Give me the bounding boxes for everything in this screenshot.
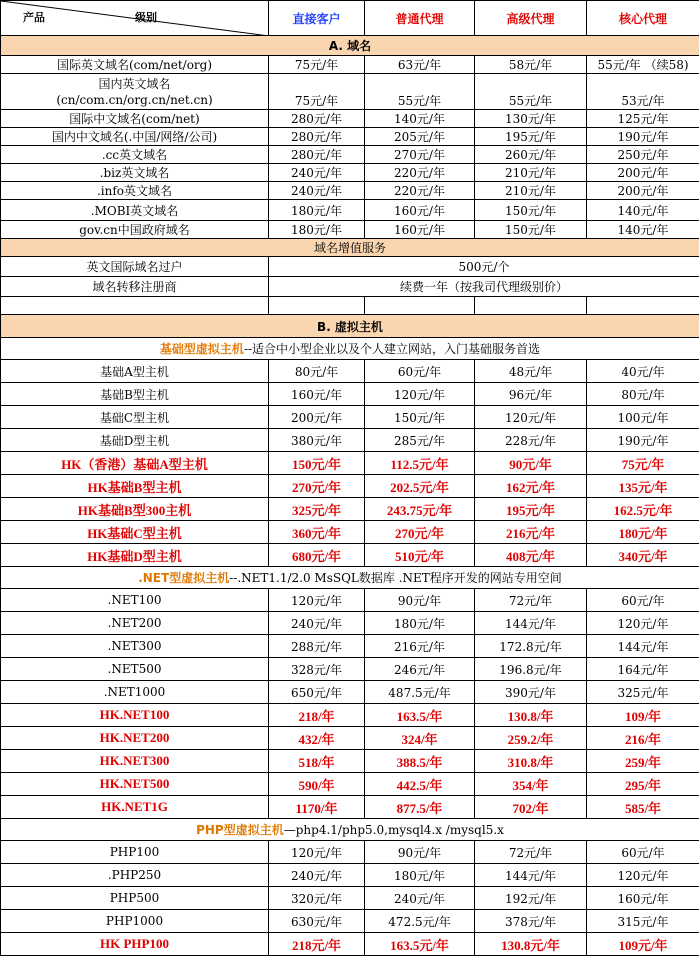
product-name: HK.NET100 [1, 704, 269, 727]
product-name: HK基础D型主机 [1, 544, 269, 567]
price-core: 200元/年 [587, 182, 699, 200]
price-senior: 162元/年 [475, 475, 587, 498]
service-name: 域名转移注册商 [1, 277, 269, 297]
price-senior: 195元/年 [475, 128, 587, 146]
price-direct: 270元/年 [269, 475, 365, 498]
price-core: 40元/年 [587, 360, 699, 383]
price-direct: 75元/年 [269, 74, 365, 110]
price-senior: 144元/年 [475, 864, 587, 887]
service-name: 英文国际域名过户 [1, 257, 269, 277]
price-row [1, 383, 699, 406]
price-row [1, 498, 699, 521]
price-regular: 160元/年 [365, 221, 475, 239]
basic-hosting-category-name: 基础型虚拟主机 [159, 342, 244, 356]
price-direct: 432/年 [269, 727, 365, 750]
price-direct: 1170/年 [269, 796, 365, 819]
product-name: .NET1000 [1, 681, 269, 704]
product-name: PHP500 [1, 887, 269, 910]
section-a-title-row [1, 36, 699, 56]
product-name: .NET300 [1, 635, 269, 658]
product-name: .NET200 [1, 612, 269, 635]
price-regular: 112.5元/年 [365, 452, 475, 475]
price-direct: 680元/年 [269, 544, 365, 567]
product-name: .NET500 [1, 658, 269, 681]
price-row [1, 452, 699, 475]
product-name: HK.NET500 [1, 773, 269, 796]
price-regular: 246元/年 [365, 658, 475, 681]
price-senior: 130元/年 [475, 110, 587, 128]
net-hosting-category-row [1, 567, 699, 589]
price-senior: 55元/年 [475, 74, 587, 110]
price-regular: 55元/年 [365, 74, 475, 110]
price-row [1, 475, 699, 498]
price-regular: 140元/年 [365, 110, 475, 128]
price-direct: 650元/年 [269, 681, 365, 704]
product-name: HK基础B型主机 [1, 475, 269, 498]
price-core: 75元/年 [587, 452, 699, 475]
service-price: 500元/个 [269, 257, 699, 277]
price-senior: 144元/年 [475, 612, 587, 635]
price-senior: 150元/年 [475, 221, 587, 239]
product-name: 国际英文域名(com/net/org) [1, 56, 269, 74]
price-row [1, 544, 699, 567]
price-direct: 280元/年 [269, 146, 365, 164]
price-senior: 259.2/年 [475, 727, 587, 750]
price-row [1, 128, 699, 146]
price-row [1, 146, 699, 164]
price-row [1, 681, 699, 704]
product-name: .info英文域名 [1, 182, 269, 200]
price-row [1, 750, 699, 773]
empty-cell [269, 297, 365, 315]
price-row [1, 612, 699, 635]
price-regular: 510元/年 [365, 544, 475, 567]
price-row [1, 221, 699, 239]
price-regular: 163.5/年 [365, 704, 475, 727]
price-senior: 72元/年 [475, 841, 587, 864]
basic-hosting-category-description: --适合中小型企业以及个人建立网站，入门基础服务首选 [243, 342, 541, 356]
product-name: HK.NET300 [1, 750, 269, 773]
php-hosting-category-name: PHP型虚拟主机 [196, 823, 284, 837]
price-core: 259/年 [587, 750, 699, 773]
price-row [1, 796, 699, 819]
product-name: .MOBI英文域名 [1, 200, 269, 221]
price-senior: 96元/年 [475, 383, 587, 406]
product-name: 基础C型主机 [1, 406, 269, 429]
section-b-title-row [1, 315, 699, 338]
price-senior: 150元/年 [475, 200, 587, 221]
price-core: 60元/年 [587, 589, 699, 612]
price-direct: 380元/年 [269, 429, 365, 452]
price-senior: 390元/年 [475, 681, 587, 704]
price-core: 162.5元/年 [587, 498, 699, 521]
price-direct: 218元/年 [269, 933, 365, 956]
price-row [1, 933, 699, 956]
product-name: HK（香港）基础A型主机 [1, 452, 269, 475]
product-name: PHP1000 [1, 910, 269, 933]
product-name: .NET100 [1, 589, 269, 612]
price-row [1, 658, 699, 681]
price-regular: 472.5元/年 [365, 910, 475, 933]
level-header-label: 级别 [135, 11, 157, 24]
product-name-line2: (cn/com.cn/org.cn/net.cn) [56, 92, 213, 107]
price-core: 120元/年 [587, 864, 699, 887]
php-hosting-category [1, 819, 699, 841]
price-senior: 210元/年 [475, 164, 587, 182]
price-core: 135元/年 [587, 475, 699, 498]
price-core: 160元/年 [587, 887, 699, 910]
price-regular: 487.5元/年 [365, 681, 475, 704]
price-core: 53元/年 [587, 74, 699, 110]
price-regular: 270元/年 [365, 146, 475, 164]
level-core-agent: 核心代理 [587, 1, 699, 36]
empty-cell [1, 297, 269, 315]
price-row [1, 887, 699, 910]
price-core: 250元/年 [587, 146, 699, 164]
empty-cell [587, 297, 699, 315]
price-regular: 150元/年 [365, 406, 475, 429]
price-direct: 180元/年 [269, 200, 365, 221]
price-row [1, 910, 699, 933]
price-senior: 130.8/年 [475, 704, 587, 727]
product-header-label: 产品 [23, 11, 45, 24]
basic-hosting-category-row [1, 338, 699, 360]
price-row [1, 704, 699, 727]
price-direct: 590/年 [269, 773, 365, 796]
price-row [1, 429, 699, 452]
price-direct: 80元/年 [269, 360, 365, 383]
price-regular: 180元/年 [365, 864, 475, 887]
price-core: 180元/年 [587, 521, 699, 544]
price-direct: 325元/年 [269, 498, 365, 521]
product-name: PHP100 [1, 841, 269, 864]
price-regular: 285元/年 [365, 429, 475, 452]
price-direct: 360元/年 [269, 521, 365, 544]
price-direct: 518/年 [269, 750, 365, 773]
level-senior-agent: 高级代理 [475, 1, 587, 36]
product-name: HK基础B型300主机 [1, 498, 269, 521]
product-name: 基础A型主机 [1, 360, 269, 383]
price-core: 585/年 [587, 796, 699, 819]
price-regular: 243.75元/年 [365, 498, 475, 521]
price-direct: 200元/年 [269, 406, 365, 429]
product-name [1, 74, 269, 110]
price-row [1, 635, 699, 658]
php-hosting-category-description: —php4.1/php5.0,mysql4.x /mysql5.x [283, 823, 504, 837]
price-direct: 180元/年 [269, 221, 365, 239]
price-regular: 60元/年 [365, 360, 475, 383]
price-regular: 63元/年 [365, 56, 475, 74]
price-row [1, 200, 699, 221]
price-row [1, 864, 699, 887]
product-name: 基础B型主机 [1, 383, 269, 406]
price-regular: 160元/年 [365, 200, 475, 221]
header-corner-cell [1, 1, 269, 36]
service-price: 续费一年（按我司代理级别价） [269, 277, 699, 297]
price-direct: 240元/年 [269, 864, 365, 887]
price-regular: 163.5元/年 [365, 933, 475, 956]
price-direct: 160元/年 [269, 383, 365, 406]
price-core: 315元/年 [587, 910, 699, 933]
net-hosting-category-description: --.NET1.1/2.0 MsSQL数据库 .NET程序开发的网站专用空间 [229, 571, 562, 585]
empty-row [1, 297, 699, 315]
price-core: 200元/年 [587, 164, 699, 182]
price-regular: 240元/年 [365, 887, 475, 910]
price-row [1, 841, 699, 864]
empty-cell [365, 297, 475, 315]
price-direct: 630元/年 [269, 910, 365, 933]
price-row [1, 110, 699, 128]
price-regular: 202.5元/年 [365, 475, 475, 498]
price-row [1, 74, 699, 110]
price-senior: 408元/年 [475, 544, 587, 567]
price-row [1, 773, 699, 796]
price-core: 109元/年 [587, 933, 699, 956]
price-core: 340元/年 [587, 544, 699, 567]
price-senior: 58元/年 [475, 56, 587, 74]
product-name: HK.NET1G [1, 796, 269, 819]
product-name: .biz英文域名 [1, 164, 269, 182]
price-senior: 228元/年 [475, 429, 587, 452]
level-direct-customer: 直接客户 [269, 1, 365, 36]
price-row [1, 406, 699, 429]
price-regular: 205元/年 [365, 128, 475, 146]
product-name: .cc英文域名 [1, 146, 269, 164]
price-core: 109/年 [587, 704, 699, 727]
price-regular: 180元/年 [365, 612, 475, 635]
price-row [1, 589, 699, 612]
product-name: 基础D型主机 [1, 429, 269, 452]
price-regular: 877.5/年 [365, 796, 475, 819]
basic-hosting-category [1, 338, 699, 360]
price-direct: 150元/年 [269, 452, 365, 475]
price-regular: 120元/年 [365, 383, 475, 406]
price-regular: 220元/年 [365, 164, 475, 182]
value-added-title-row [1, 239, 699, 257]
price-senior: 196.8元/年 [475, 658, 587, 681]
level-regular-agent: 普通代理 [365, 1, 475, 36]
price-core: 55元/年 （续58) [587, 56, 699, 74]
price-core: 164元/年 [587, 658, 699, 681]
price-senior: 210元/年 [475, 182, 587, 200]
price-direct: 240元/年 [269, 164, 365, 182]
price-direct: 75元/年 [269, 56, 365, 74]
price-regular: 90元/年 [365, 589, 475, 612]
price-core: 100元/年 [587, 406, 699, 429]
price-senior: 702/年 [475, 796, 587, 819]
price-core: 140元/年 [587, 221, 699, 239]
header-row [1, 1, 699, 36]
section-b-title: B. 虚拟主机 [1, 315, 699, 338]
price-core: 125元/年 [587, 110, 699, 128]
price-core: 325元/年 [587, 681, 699, 704]
price-direct: 120元/年 [269, 841, 365, 864]
net-hosting-category [1, 567, 699, 589]
price-row [1, 164, 699, 182]
price-direct: 288元/年 [269, 635, 365, 658]
price-senior: 260元/年 [475, 146, 587, 164]
product-name: HK PHP100 [1, 933, 269, 956]
price-core: 144元/年 [587, 635, 699, 658]
section-a-title: A. 域名 [1, 36, 699, 56]
product-name: .PHP250 [1, 864, 269, 887]
price-direct: 328元/年 [269, 658, 365, 681]
price-direct: 280元/年 [269, 110, 365, 128]
price-regular: 324/年 [365, 727, 475, 750]
price-senior: 72元/年 [475, 589, 587, 612]
price-row [1, 360, 699, 383]
empty-cell [475, 297, 587, 315]
price-regular: 90元/年 [365, 841, 475, 864]
service-row [1, 277, 699, 297]
price-core: 60元/年 [587, 841, 699, 864]
price-regular: 270元/年 [365, 521, 475, 544]
price-direct: 120元/年 [269, 589, 365, 612]
price-senior: 216元/年 [475, 521, 587, 544]
price-regular: 220元/年 [365, 182, 475, 200]
price-direct: 240元/年 [269, 612, 365, 635]
price-senior: 172.8元/年 [475, 635, 587, 658]
product-name: HK基础C型主机 [1, 521, 269, 544]
price-row [1, 727, 699, 750]
price-senior: 378元/年 [475, 910, 587, 933]
price-core: 190元/年 [587, 128, 699, 146]
price-senior: 48元/年 [475, 360, 587, 383]
price-senior: 90元/年 [475, 452, 587, 475]
price-senior: 195元/年 [475, 498, 587, 521]
price-direct: 218/年 [269, 704, 365, 727]
product-name-line1: 国内英文域名 [98, 76, 171, 91]
price-core: 140元/年 [587, 200, 699, 221]
value-added-title: 域名增值服务 [1, 239, 699, 257]
price-regular: 442.5/年 [365, 773, 475, 796]
price-core: 295/年 [587, 773, 699, 796]
price-senior: 120元/年 [475, 406, 587, 429]
price-senior: 354/年 [475, 773, 587, 796]
price-direct: 280元/年 [269, 128, 365, 146]
product-name: HK.NET200 [1, 727, 269, 750]
price-senior: 130.8元/年 [475, 933, 587, 956]
price-core: 190元/年 [587, 429, 699, 452]
php-hosting-category-row [1, 819, 699, 841]
service-row [1, 257, 699, 277]
price-row [1, 521, 699, 544]
price-core: 80元/年 [587, 383, 699, 406]
product-name: 国内中文域名(.中国/网络/公司) [1, 128, 269, 146]
price-direct: 240元/年 [269, 182, 365, 200]
product-name: 国际中文域名(com/net) [1, 110, 269, 128]
net-hosting-category-name: .NET型虚拟主机 [138, 571, 230, 585]
price-core: 216/年 [587, 727, 699, 750]
price-core: 120元/年 [587, 612, 699, 635]
product-name: gov.cn中国政府域名 [1, 221, 269, 239]
price-regular: 388.5/年 [365, 750, 475, 773]
price-direct: 320元/年 [269, 887, 365, 910]
price-row [1, 182, 699, 200]
price-row [1, 56, 699, 74]
price-senior: 192元/年 [475, 887, 587, 910]
price-regular: 216元/年 [365, 635, 475, 658]
price-senior: 310.8/年 [475, 750, 587, 773]
